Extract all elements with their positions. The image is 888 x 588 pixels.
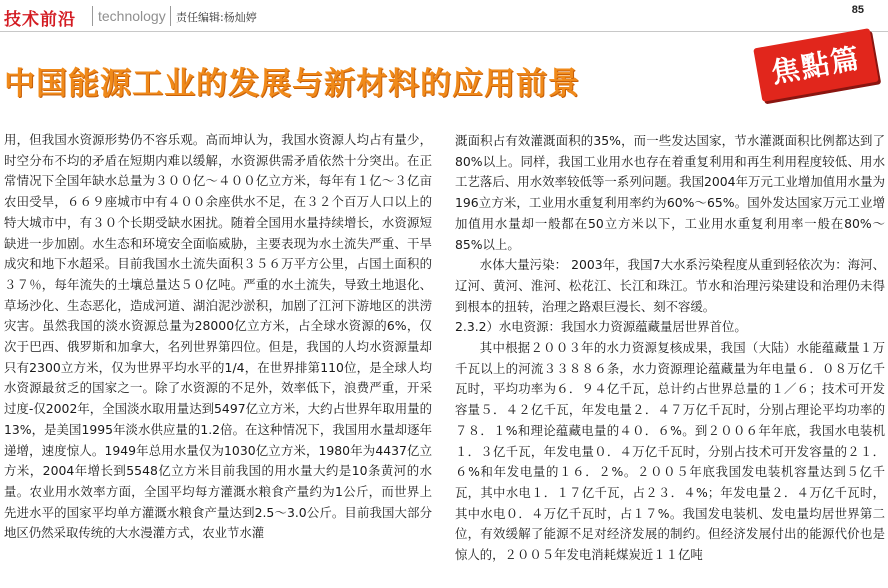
paragraph: 用，但我国水资源形势仍不容乐观。高而坤认为，我国水资源人均占有量少，时空分布不均的矛盾在短期内难以缓解，水资源供需矛盾依然十分突出。在正常情况下全国年缺水总量为３００亿～４００亿立方米，每年有１亿～３亿亩农田受旱，６６９座城市中有４００余座供水不足，在３２个百万人口以上的特大城市中，有３０个长期受缺水困扰。随着全国用水量持续增长，水资源短缺进一步加剧。水生态和环境安全面临威胁，主要表现为水土流失严重、干旱成灾和地下水超采。目前我国水土流失面积３５６万平方公里，占国土面积的３７％，每年流失的土壤总量达５０亿吨。严重的水土流失，导致土地退化、草场沙化、生态恶化，造成河道、湖泊泥沙淤积，加剧了江河下游地区的洪涝灾害。虽然我国的淡水资源总量为28000亿立方米，占全球水资源的6%，仅次于巴西、俄罗斯和加拿大，名列世界第四位。但是，我国的人均水资源量却只有2300立方米，仅为世界平均水平的1/4，在世界排第110位，是全球人均水资源最贫乏的国家之一。除了水资源的不足外，效率低下，浪费严重，开采过度-仅2002年，全国淡水取用量达到5497亿立方米，大约占世界年取用量的13%，是美国1995年淡水供应量的1.2倍。在这种情况下，我国用水量却逐年递增，速度惊人。1949年总用水量仅为1030亿立方米，1980年为4437亿立方米，2004年增长到5548亿立方米目前我国的用水量大约是10条黄河的水量。农业用水效率方面，全国平均每方灌溉水粮食产量约为1公斤，而世界上先进水平的国家平均单方灌溉水粮食产量达到2.5～3.0公斤。目前我国大部分地区仍然采取传统的大水漫灌方式，农业节水灌 [4, 132, 432, 541]
header-divider [92, 6, 93, 26]
page-header [0, 0, 888, 32]
section-badge-label: 焦點篇 [768, 41, 864, 90]
paragraph: 溉面积占有效灌溉面积的35%，而一些发达国家，节水灌溉面积比例都达到了80%以上。同样，我国工业用水也存在着重复利用和再生利用程度较低、用水工艺落后、用水效率较低等一系列问题。我国2004年万元工业增加值用水量为196立方米，工业用水重复利用率约为60%～65%。国外发达国家万元工业增加值用水量却一般都在50立方米以下，工业用水重复利用率一般在80%～85%以上。 [455, 133, 885, 252]
left-column [4, 130, 432, 588]
header-rule [0, 31, 888, 32]
article-title: 中国能源工业的发展与新材料的应用前景 [4, 66, 580, 102]
page-number: 85 [851, 4, 864, 16]
section-name: 技术前沿 [4, 10, 76, 30]
paragraph: 水体大量污染： 2003年，我国7大水系污染程度从重到轻依次为：海河、辽河、黄河、淮河、松花江、长江和珠江。节水和治理污染建设和治理仍未得到根本的扭转，治理之路艰巨漫长、刻不容缓。 [455, 257, 885, 314]
header-divider [170, 6, 171, 26]
section-badge [753, 28, 879, 102]
right-column [455, 131, 885, 588]
section-name-english: technology [98, 8, 166, 24]
editor-credit: 责任编辑:杨灿婷 [176, 11, 257, 24]
paragraph: 其中根据２００３年的水力资源复核成果，我国（大陆）水能蕴藏量１万千瓦以上的河流３３８８６条，水力资源理论蕴藏量为年电量６．０８万亿千瓦时，平均功率为６．９４亿千瓦，总计约占世界总量的１／６；技术可开发容量５．４２亿千瓦，年发电量２．４７万亿千瓦时，分别占理论平均功率的７８．１%和理论蕴藏电量的４０．６%。到２００６年年底，我国水电装机１．３亿千瓦，年发电量０．４万亿千瓦时，分别占技术可开发容量的２１．６%和年发电量的１６．２%。２００５年底我国发电装机容量达到５亿千瓦，其中水电１．１７亿千瓦，占２３．４%；年发电量２．４万亿千瓦时，其中水电０．４万亿千瓦时，占１７%。我国发电装机、发电量均居世界第二位，有效缓解了能源不足对经济发展的制约。但经济发展付出的能源代价也是惊人的，２００５年发电消耗煤炭近１１亿吨 [455, 340, 885, 563]
subsection-heading: 2.3.2）水电资源：我国水力资源蕴藏量居世界首位。 [455, 319, 747, 335]
